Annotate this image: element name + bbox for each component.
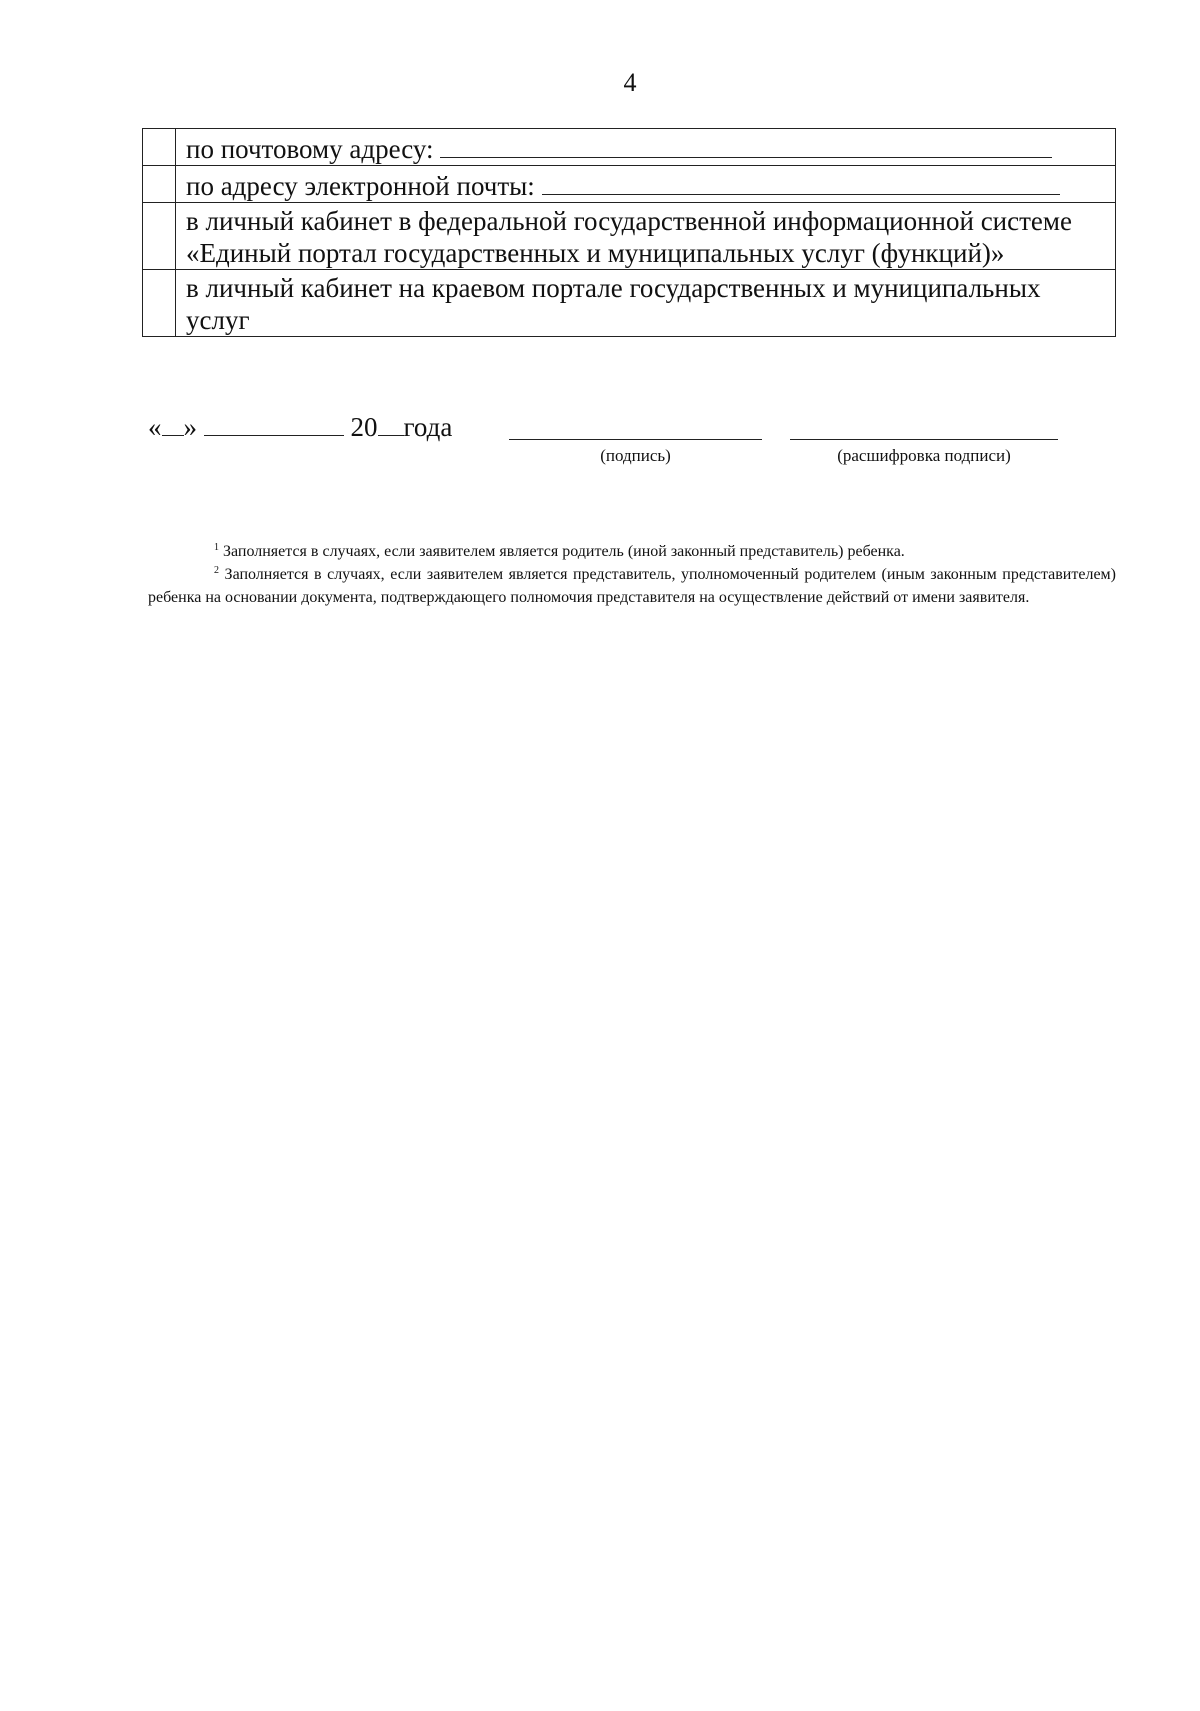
option-cell-postal xyxy=(176,129,1116,166)
footnote-2-text: Заполняется в случаях, если заявителем является представитель, уполномоченный родителем (иным законным представителем) ребенка на основании документа, подтверждающего полномочия представителя на осуществление действий от имени заявителя. xyxy=(148,566,1117,606)
footnote-2 xyxy=(148,563,1116,609)
date-line xyxy=(148,412,452,443)
option-checkbox-email[interactable] xyxy=(143,166,176,203)
option-label-regional-portal: в личный кабинет на краевом портале государственных и муниципальных услуг xyxy=(176,270,1116,337)
option-label-email: по адресу электронной почты: xyxy=(186,171,535,201)
footnote-1-text: Заполняется в случаях, если заявителем является родитель (иной законный представитель) ребенка. xyxy=(223,543,905,560)
footnote-2-marker: 2 xyxy=(214,565,219,576)
signature-caption: (подпись) xyxy=(600,446,671,465)
page-number: 4 xyxy=(623,68,637,97)
footnote-1 xyxy=(148,540,1116,563)
option-checkbox-regional-portal[interactable] xyxy=(143,270,176,337)
quote-open: « xyxy=(148,412,162,442)
month-field[interactable] xyxy=(204,415,344,436)
option-checkbox-postal[interactable] xyxy=(143,129,176,166)
footnotes xyxy=(148,540,1116,609)
day-field[interactable] xyxy=(162,415,184,436)
footnote-1-marker: 1 xyxy=(214,542,219,553)
option-row-postal xyxy=(143,129,1116,166)
signature-field[interactable] xyxy=(509,439,762,440)
option-cell-email xyxy=(176,166,1116,203)
year-prefix: 20 xyxy=(350,412,378,442)
year-suffix: года xyxy=(403,412,453,442)
quote-close: » xyxy=(183,412,197,442)
postal-address-field[interactable] xyxy=(440,131,1052,158)
year-field[interactable] xyxy=(378,415,404,436)
signature-decoding-field[interactable] xyxy=(790,439,1058,440)
option-row-regional-portal xyxy=(143,270,1116,337)
option-row-email xyxy=(143,166,1116,203)
option-label-federal-portal: в личный кабинет в федеральной государственной информационной системе «Единый портал государственных и муниципальных услуг (функций)» xyxy=(176,203,1116,270)
email-address-field[interactable] xyxy=(542,168,1060,195)
option-label-postal: по почтовому адресу: xyxy=(186,134,434,164)
delivery-options-table xyxy=(142,128,1116,337)
option-checkbox-federal-portal[interactable] xyxy=(143,203,176,270)
signature-decoding-caption: (расшифровка подписи) xyxy=(837,446,1011,465)
option-row-federal-portal xyxy=(143,203,1116,270)
